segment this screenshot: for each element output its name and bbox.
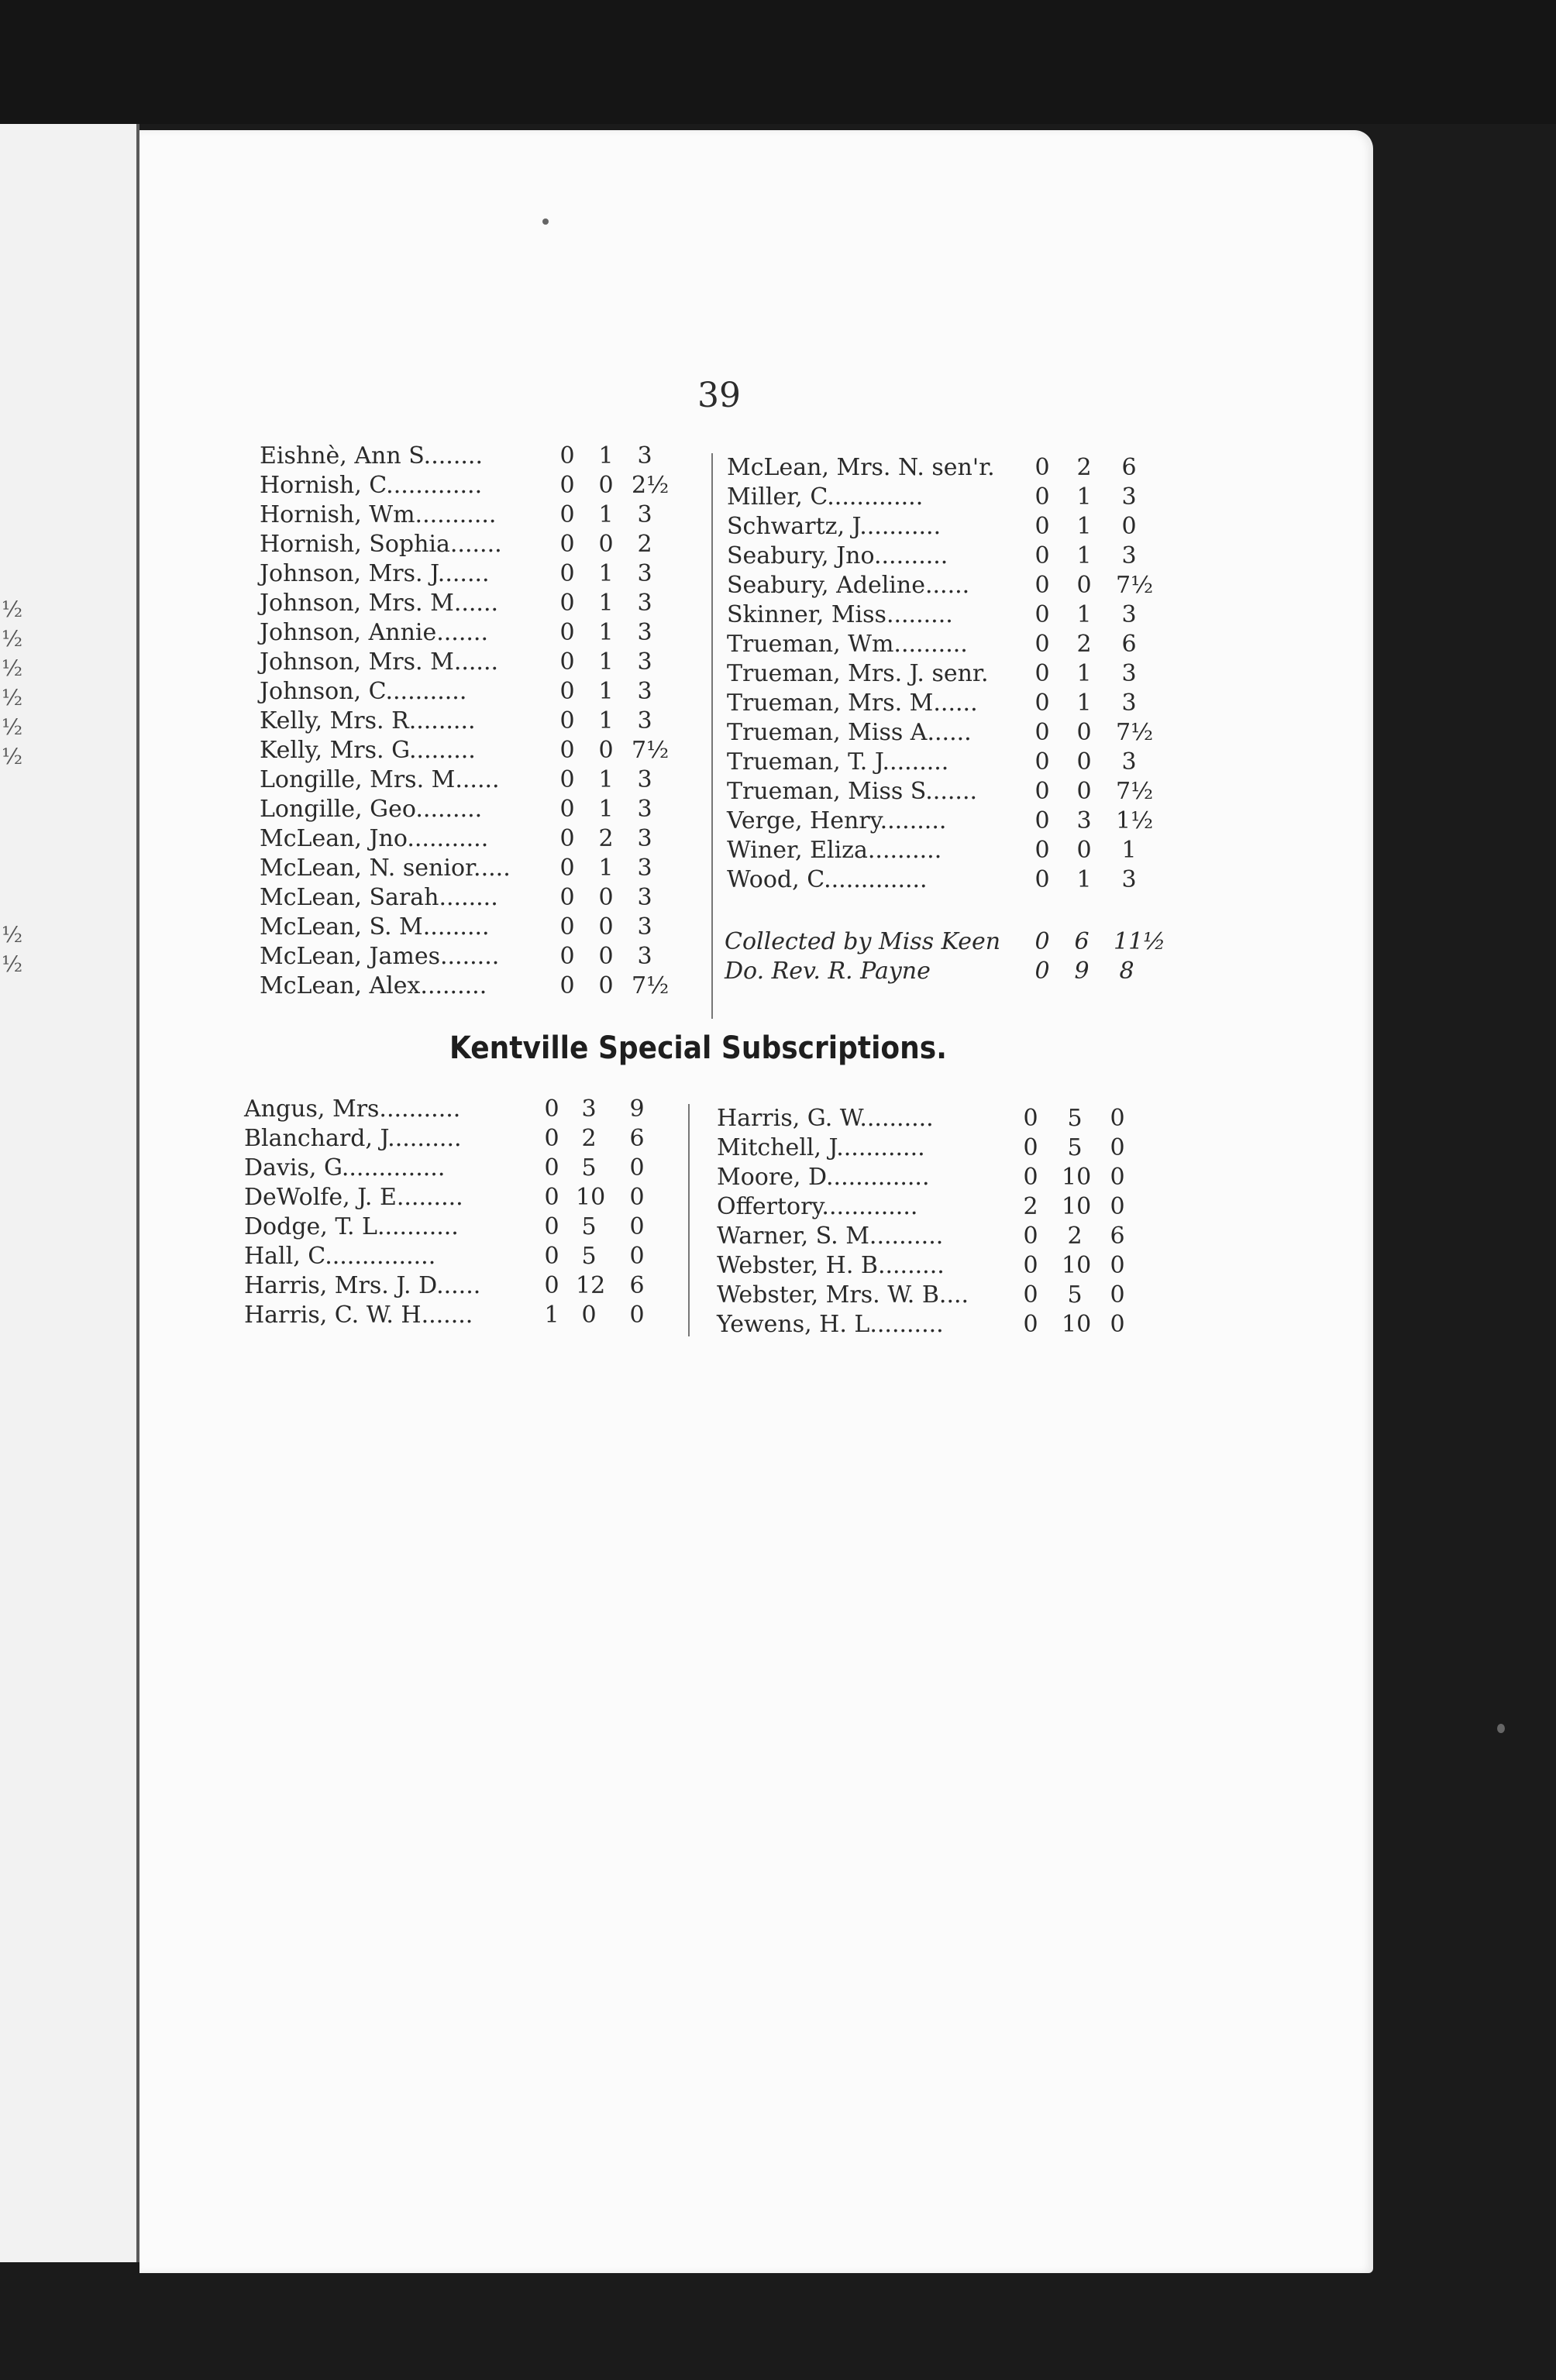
shillings-amount: 10 bbox=[576, 1184, 606, 1211]
pence-amount: 0 bbox=[629, 1184, 645, 1211]
subscriber-name: Johnson, Annie....... bbox=[260, 619, 488, 646]
pence-amount: 0 bbox=[629, 1243, 645, 1270]
shillings-amount: 3 bbox=[581, 1095, 597, 1123]
subscriber-name: McLean, Alex......... bbox=[260, 972, 487, 999]
subscription-row bbox=[727, 718, 1161, 748]
kentville-list-right bbox=[717, 1104, 1151, 1340]
subscription-row bbox=[260, 942, 694, 972]
shillings-amount: 0 bbox=[598, 472, 614, 499]
shillings-amount: 10 bbox=[1062, 1164, 1092, 1191]
shillings-amount: 1 bbox=[1076, 660, 1092, 687]
subscriber-name: Dodge, T. L........... bbox=[244, 1213, 459, 1240]
shillings-amount: 0 bbox=[581, 1302, 597, 1329]
subscriber-name: Johnson, Mrs. M...... bbox=[260, 648, 499, 676]
pounds-amount: 1 bbox=[544, 1302, 559, 1329]
pounds-amount: 0 bbox=[1034, 631, 1050, 658]
shillings-amount: 2 bbox=[598, 825, 614, 852]
subscriber-name: Trueman, Mrs. J. senr. bbox=[727, 660, 989, 687]
subscriber-name: Schwartz, J........... bbox=[727, 513, 942, 540]
subscription-row bbox=[260, 736, 694, 765]
pence-amount: 0 bbox=[629, 1302, 645, 1329]
subscription-row bbox=[717, 1222, 1151, 1251]
pounds-amount: 0 bbox=[559, 531, 575, 558]
shillings-amount: 10 bbox=[1062, 1193, 1092, 1220]
subscriber-name: Yewens, H. L.......... bbox=[717, 1311, 944, 1338]
subscriber-name: Longille, Geo......... bbox=[260, 796, 483, 823]
shillings-amount: 0 bbox=[1076, 837, 1092, 864]
subscription-row bbox=[260, 500, 694, 530]
pence-amount: 7½ bbox=[632, 972, 670, 999]
subscription-row bbox=[727, 748, 1161, 777]
pence-amount: 0 bbox=[1110, 1252, 1125, 1279]
pounds-amount: 0 bbox=[559, 619, 575, 646]
subscription-row bbox=[260, 913, 694, 942]
pence-amount: 3 bbox=[637, 884, 652, 911]
shillings-amount: 1 bbox=[1076, 866, 1092, 893]
subscriber-name: Trueman, Mrs. M...... bbox=[727, 690, 978, 717]
pence-amount: 3 bbox=[637, 913, 652, 941]
kentville-list-left bbox=[244, 1095, 678, 1330]
subscriber-name: Skinner, Miss......... bbox=[727, 601, 953, 628]
subscription-row bbox=[727, 600, 1161, 630]
subscription-row bbox=[260, 648, 694, 677]
subscriber-name: Trueman, T. J......... bbox=[727, 748, 949, 776]
pounds-amount: 0 bbox=[559, 501, 575, 528]
previous-page-edge bbox=[0, 124, 139, 2262]
ink-speck bbox=[542, 218, 549, 225]
subscription-row bbox=[244, 1242, 678, 1271]
pounds-amount: 0 bbox=[1023, 1311, 1038, 1338]
pounds-amount: 0 bbox=[1034, 542, 1050, 569]
fraction-fragment: ½ bbox=[2, 597, 23, 622]
subscriber-name: McLean, Sarah........ bbox=[260, 884, 498, 911]
pence-amount: 3 bbox=[637, 560, 652, 587]
subscriber-name: McLean, James........ bbox=[260, 943, 500, 970]
collected-list bbox=[725, 927, 1166, 986]
pence-amount: 0 bbox=[1110, 1193, 1125, 1220]
subscription-row bbox=[727, 659, 1161, 689]
pence-amount: 0 bbox=[1110, 1164, 1125, 1191]
subscriber-name: Seabury, Jno.......... bbox=[727, 542, 948, 569]
subscription-row bbox=[244, 1212, 678, 1242]
subscriber-name: Webster, H. B......... bbox=[717, 1252, 945, 1279]
subscription-row bbox=[717, 1133, 1151, 1163]
subscriber-name: Wood, C.............. bbox=[727, 866, 928, 893]
subscription-row bbox=[260, 883, 694, 913]
subscription-row bbox=[260, 707, 694, 736]
pounds-amount: 0 bbox=[544, 1154, 559, 1181]
pounds-amount: 0 bbox=[559, 442, 575, 469]
pence-amount: 0 bbox=[1110, 1105, 1125, 1132]
section-title: Kentville Special Subscriptions. bbox=[449, 1030, 947, 1066]
subscriber-name: Winer, Eliza.......... bbox=[727, 837, 942, 864]
subscriber-name: Longille, Mrs. M...... bbox=[260, 766, 500, 793]
pounds-amount: 0 bbox=[559, 472, 575, 499]
subscriber-name: DeWolfe, J. E......... bbox=[244, 1184, 463, 1211]
pounds-amount: 0 bbox=[559, 913, 575, 941]
pence-amount: 6 bbox=[1121, 631, 1137, 658]
pounds-amount: 0 bbox=[1023, 1252, 1038, 1279]
pence-amount: 6 bbox=[629, 1125, 645, 1152]
subscription-row bbox=[725, 957, 1158, 986]
shillings-amount: 0 bbox=[598, 884, 614, 911]
shillings-amount: 5 bbox=[1067, 1105, 1083, 1132]
pounds-amount: 0 bbox=[559, 825, 575, 852]
pounds-amount: 0 bbox=[1034, 807, 1050, 834]
subscriber-name: McLean, N. senior..... bbox=[260, 855, 511, 882]
shillings-amount: 1 bbox=[598, 442, 614, 469]
subscriber-name: Hornish, Sophia....... bbox=[260, 531, 502, 558]
subscriber-name: Eishnè, Ann S........ bbox=[260, 442, 483, 469]
fraction-fragment: ½ bbox=[2, 714, 23, 740]
subscriber-name: Offertory............. bbox=[717, 1193, 918, 1220]
subscriber-name: Mitchell, J............ bbox=[717, 1134, 925, 1161]
subscription-row bbox=[727, 630, 1161, 659]
shillings-amount: 6 bbox=[1074, 928, 1090, 955]
subscription-row bbox=[260, 559, 694, 589]
column-divider bbox=[688, 1104, 690, 1336]
subscriber-name: Johnson, Mrs. M...... bbox=[260, 590, 499, 617]
shillings-amount: 10 bbox=[1062, 1311, 1092, 1338]
subscriber-name: McLean, Jno........... bbox=[260, 825, 489, 852]
subscription-row bbox=[260, 530, 694, 559]
subscription-row bbox=[260, 972, 694, 1001]
pounds-amount: 0 bbox=[1034, 837, 1050, 864]
subscriber-name: Hornish, C............. bbox=[260, 472, 483, 499]
pence-amount: 3 bbox=[1121, 748, 1137, 776]
subscription-row bbox=[717, 1251, 1151, 1281]
pounds-amount: 0 bbox=[544, 1184, 559, 1211]
pounds-amount: 0 bbox=[559, 884, 575, 911]
subscription-row bbox=[260, 589, 694, 618]
pence-amount: 9 bbox=[629, 1095, 645, 1123]
subscription-row bbox=[717, 1163, 1151, 1192]
pounds-amount: 0 bbox=[559, 796, 575, 823]
shillings-amount: 1 bbox=[598, 855, 614, 882]
pounds-amount: 0 bbox=[544, 1272, 559, 1299]
pounds-amount: 0 bbox=[1034, 690, 1050, 717]
subscription-row bbox=[260, 442, 694, 471]
subscriber-name: Harris, Mrs. J. D...... bbox=[244, 1272, 481, 1299]
shillings-amount: 0 bbox=[598, 737, 614, 764]
pence-amount: 7½ bbox=[1116, 778, 1154, 805]
shillings-amount: 10 bbox=[1062, 1252, 1092, 1279]
subscription-row bbox=[244, 1301, 678, 1330]
pounds-amount: 0 bbox=[559, 766, 575, 793]
pounds-amount: 0 bbox=[1034, 513, 1050, 540]
pounds-amount: 0 bbox=[1034, 601, 1050, 628]
pounds-amount: 0 bbox=[1034, 454, 1050, 481]
shillings-amount: 1 bbox=[1076, 513, 1092, 540]
shillings-amount: 1 bbox=[1076, 690, 1092, 717]
shillings-amount: 1 bbox=[598, 766, 614, 793]
pounds-amount: 0 bbox=[1034, 660, 1050, 687]
subscriber-name: Johnson, C........... bbox=[260, 678, 467, 705]
subscription-row bbox=[717, 1104, 1151, 1133]
pounds-amount: 0 bbox=[1023, 1134, 1038, 1161]
pence-amount: 3 bbox=[637, 442, 652, 469]
pounds-amount: 0 bbox=[1034, 866, 1050, 893]
shillings-amount: 1 bbox=[1076, 601, 1092, 628]
subscription-row bbox=[244, 1183, 678, 1212]
pence-amount: 3 bbox=[637, 943, 652, 970]
pounds-amount: 0 bbox=[1034, 778, 1050, 805]
shillings-amount: 5 bbox=[581, 1213, 597, 1240]
subscription-row bbox=[260, 677, 694, 707]
pounds-amount: 0 bbox=[1023, 1281, 1038, 1309]
pounds-amount: 0 bbox=[559, 855, 575, 882]
subscription-row bbox=[717, 1281, 1151, 1310]
shillings-amount: 0 bbox=[598, 972, 614, 999]
shillings-amount: 0 bbox=[1076, 748, 1092, 776]
subscriber-name: Kelly, Mrs. G......... bbox=[260, 737, 476, 764]
pounds-amount: 0 bbox=[559, 972, 575, 999]
pounds-amount: 0 bbox=[1034, 572, 1050, 599]
subscriber-name: Angus, Mrs........... bbox=[244, 1095, 461, 1123]
pence-amount: 3 bbox=[637, 619, 652, 646]
pence-amount: 6 bbox=[1121, 454, 1137, 481]
subscriber-name: Hornish, Wm........... bbox=[260, 501, 497, 528]
subscription-row bbox=[727, 483, 1161, 512]
pounds-amount: 2 bbox=[1023, 1193, 1038, 1220]
shillings-amount: 5 bbox=[1067, 1281, 1083, 1309]
shillings-amount: 0 bbox=[598, 913, 614, 941]
pounds-amount: 0 bbox=[544, 1095, 559, 1123]
subscription-row bbox=[717, 1192, 1151, 1222]
subscriber-name: Collected by Miss Keen bbox=[725, 928, 1001, 955]
pounds-amount: 0 bbox=[1034, 928, 1050, 955]
pounds-amount: 0 bbox=[1034, 958, 1050, 985]
shillings-amount: 2 bbox=[1076, 631, 1092, 658]
subscription-row bbox=[260, 854, 694, 883]
pence-amount: 3 bbox=[1121, 542, 1137, 569]
subscriber-name: McLean, S. M......... bbox=[260, 913, 490, 941]
shillings-amount: 1 bbox=[598, 796, 614, 823]
subscription-row bbox=[260, 765, 694, 795]
pence-amount: 8 bbox=[1119, 958, 1134, 985]
subscription-row bbox=[260, 824, 694, 854]
subscription-row bbox=[727, 836, 1161, 865]
shillings-amount: 5 bbox=[581, 1154, 597, 1181]
pence-amount: 0 bbox=[629, 1154, 645, 1181]
subscriber-name: Kelly, Mrs. R......... bbox=[260, 707, 476, 734]
pounds-amount: 0 bbox=[559, 648, 575, 676]
fraction-fragment: ½ bbox=[2, 922, 23, 948]
pounds-amount: 0 bbox=[1034, 483, 1050, 511]
shillings-amount: 0 bbox=[1076, 778, 1092, 805]
subscriber-name: Hall, C............... bbox=[244, 1243, 436, 1270]
pence-amount: 3 bbox=[637, 766, 652, 793]
pence-amount: 6 bbox=[1110, 1223, 1125, 1250]
scan-background bbox=[0, 0, 1556, 124]
fraction-fragment: ½ bbox=[2, 685, 23, 710]
shillings-amount: 2 bbox=[1067, 1223, 1083, 1250]
pence-amount: 7½ bbox=[632, 737, 670, 764]
subscription-row bbox=[244, 1154, 678, 1183]
shillings-amount: 12 bbox=[576, 1272, 606, 1299]
subscriber-name: Trueman, Miss A...... bbox=[727, 719, 972, 746]
subscription-row bbox=[260, 795, 694, 824]
pounds-amount: 0 bbox=[559, 678, 575, 705]
pence-amount: 3 bbox=[637, 590, 652, 617]
shillings-amount: 3 bbox=[1076, 807, 1092, 834]
subscription-row bbox=[727, 777, 1161, 807]
subscriber-name: Harris, G. W.......... bbox=[717, 1105, 934, 1132]
subscription-row bbox=[717, 1310, 1151, 1340]
subscription-row bbox=[727, 807, 1161, 836]
pence-amount: 3 bbox=[1121, 690, 1137, 717]
subscription-row bbox=[727, 865, 1161, 895]
column-divider bbox=[711, 453, 713, 1019]
shillings-amount: 1 bbox=[598, 619, 614, 646]
pounds-amount: 0 bbox=[1023, 1164, 1038, 1191]
pence-amount: 3 bbox=[1121, 660, 1137, 687]
subscription-row bbox=[727, 542, 1161, 571]
pounds-amount: 0 bbox=[544, 1213, 559, 1240]
pounds-amount: 0 bbox=[559, 943, 575, 970]
pounds-amount: 0 bbox=[559, 560, 575, 587]
shillings-amount: 1 bbox=[598, 560, 614, 587]
pounds-amount: 0 bbox=[1023, 1223, 1038, 1250]
subscription-row bbox=[727, 689, 1161, 718]
subscriber-name: Harris, C. W. H....... bbox=[244, 1302, 473, 1329]
pence-amount: 11½ bbox=[1114, 928, 1166, 955]
subscriber-name: Warner, S. M.......... bbox=[717, 1223, 944, 1250]
subscriber-name: Do. Rev. R. Payne bbox=[725, 958, 931, 985]
pence-amount: 0 bbox=[629, 1213, 645, 1240]
shillings-amount: 1 bbox=[598, 707, 614, 734]
shillings-amount: 1 bbox=[598, 501, 614, 528]
pence-amount: 1½ bbox=[1116, 807, 1154, 834]
pence-amount: 3 bbox=[1121, 483, 1137, 511]
pence-amount: 7½ bbox=[1116, 719, 1154, 746]
shillings-amount: 0 bbox=[598, 531, 614, 558]
pence-amount: 1 bbox=[1121, 837, 1137, 864]
subscriber-list-right bbox=[727, 453, 1161, 895]
pence-amount: 3 bbox=[637, 648, 652, 676]
pounds-amount: 0 bbox=[1034, 748, 1050, 776]
pence-amount: 3 bbox=[637, 825, 652, 852]
pence-amount: 3 bbox=[637, 678, 652, 705]
subscriber-name: Davis, G.............. bbox=[244, 1154, 446, 1181]
pounds-amount: 0 bbox=[544, 1243, 559, 1270]
pence-amount: 3 bbox=[637, 855, 652, 882]
pounds-amount: 0 bbox=[544, 1125, 559, 1152]
subscription-row bbox=[727, 512, 1161, 542]
pounds-amount: 0 bbox=[559, 707, 575, 734]
fraction-fragment: ½ bbox=[2, 626, 23, 652]
shillings-amount: 1 bbox=[1076, 542, 1092, 569]
subscription-row bbox=[727, 453, 1161, 483]
fraction-fragment: ½ bbox=[2, 744, 23, 769]
pence-amount: 0 bbox=[1121, 513, 1137, 540]
pence-amount: 3 bbox=[637, 707, 652, 734]
pence-amount: 7½ bbox=[1116, 572, 1154, 599]
subscription-row bbox=[725, 927, 1166, 957]
fraction-fragment: ½ bbox=[2, 655, 23, 681]
page-number: 39 bbox=[697, 376, 741, 415]
subscriber-name: Seabury, Adeline...... bbox=[727, 572, 970, 599]
subscription-row bbox=[244, 1124, 678, 1154]
subscriber-name: Blanchard, J.......... bbox=[244, 1125, 462, 1152]
pence-amount: 0 bbox=[1110, 1281, 1125, 1309]
ink-speck bbox=[1497, 1724, 1505, 1733]
shillings-amount: 2 bbox=[581, 1125, 597, 1152]
pence-amount: 3 bbox=[637, 796, 652, 823]
shillings-amount: 1 bbox=[598, 648, 614, 676]
subscription-row bbox=[727, 571, 1161, 600]
pence-amount: 3 bbox=[1121, 866, 1137, 893]
shillings-amount: 5 bbox=[1067, 1134, 1083, 1161]
shillings-amount: 2 bbox=[1076, 454, 1092, 481]
shillings-amount: 1 bbox=[598, 590, 614, 617]
shillings-amount: 0 bbox=[1076, 719, 1092, 746]
shillings-amount: 5 bbox=[581, 1243, 597, 1270]
fraction-fragment: ½ bbox=[2, 951, 23, 977]
subscriber-name: McLean, Mrs. N. sen'r. bbox=[727, 454, 995, 481]
subscriber-name: Miller, C............. bbox=[727, 483, 924, 511]
subscriber-list-left bbox=[260, 442, 694, 1001]
subscription-row bbox=[260, 618, 694, 648]
subscription-row bbox=[260, 471, 694, 500]
subscription-row bbox=[244, 1271, 678, 1301]
subscriber-name: Moore, D.............. bbox=[717, 1164, 930, 1191]
pence-amount: 2½ bbox=[632, 472, 670, 499]
pounds-amount: 0 bbox=[1034, 719, 1050, 746]
subscriber-name: Verge, Henry......... bbox=[727, 807, 947, 834]
shillings-amount: 0 bbox=[598, 943, 614, 970]
subscriber-name: Webster, Mrs. W. B.... bbox=[717, 1281, 969, 1309]
subscription-row bbox=[244, 1095, 678, 1124]
subscriber-name: Trueman, Miss S....... bbox=[727, 778, 978, 805]
subscriber-name: Johnson, Mrs. J....... bbox=[260, 560, 490, 587]
pence-amount: 0 bbox=[1110, 1134, 1125, 1161]
pence-amount: 2 bbox=[637, 531, 652, 558]
pence-amount: 0 bbox=[1110, 1311, 1125, 1338]
shillings-amount: 0 bbox=[1076, 572, 1092, 599]
pence-amount: 3 bbox=[1121, 601, 1137, 628]
pounds-amount: 0 bbox=[1023, 1105, 1038, 1132]
shillings-amount: 1 bbox=[598, 678, 614, 705]
shillings-amount: 1 bbox=[1076, 483, 1092, 511]
pence-amount: 6 bbox=[629, 1272, 645, 1299]
pounds-amount: 0 bbox=[559, 737, 575, 764]
pence-amount: 3 bbox=[637, 501, 652, 528]
subscriber-name: Trueman, Wm.......... bbox=[727, 631, 968, 658]
pounds-amount: 0 bbox=[559, 590, 575, 617]
shillings-amount: 9 bbox=[1074, 958, 1090, 985]
